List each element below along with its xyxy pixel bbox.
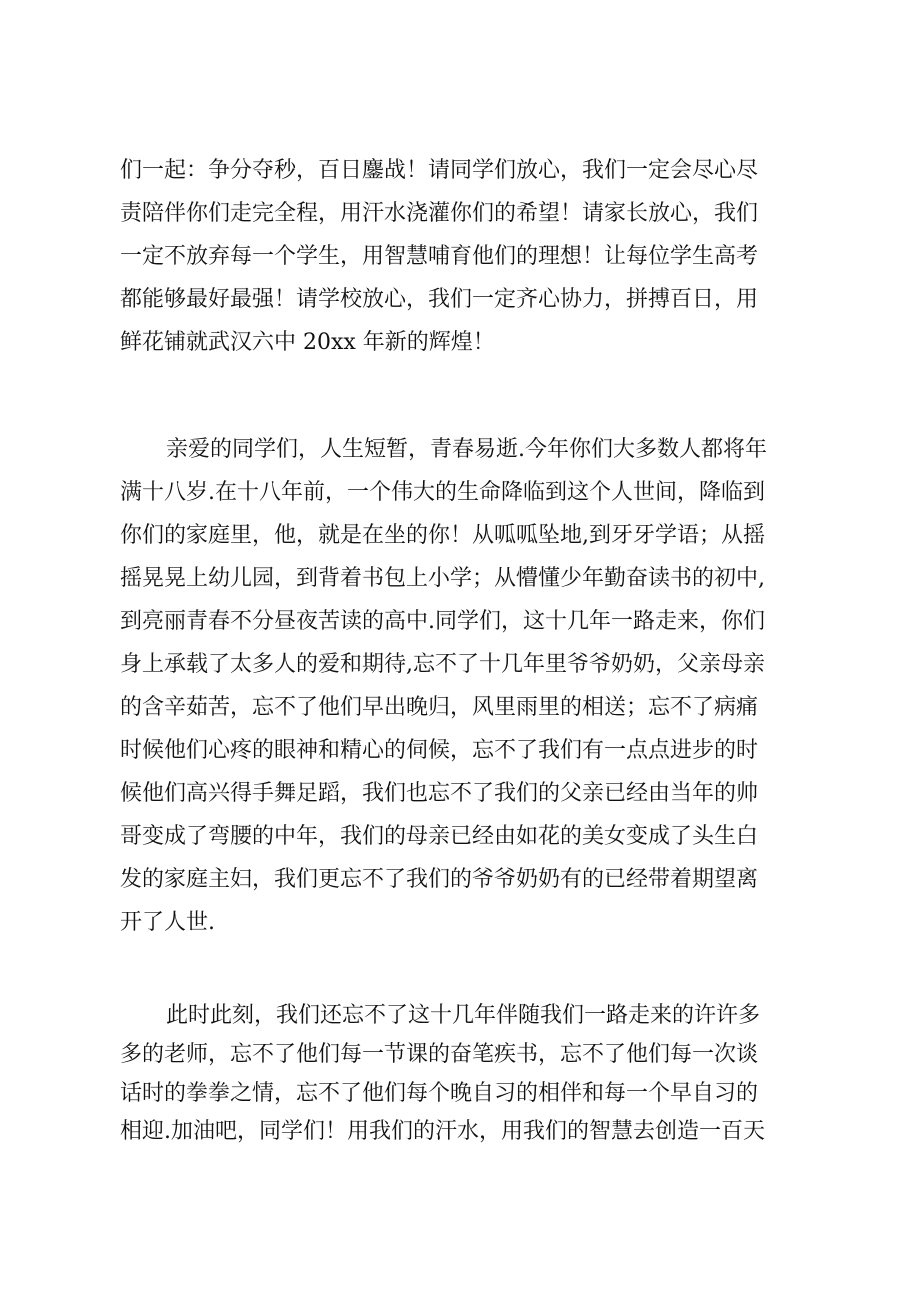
paragraph-2-line-12: 开了人世. [120, 910, 215, 935]
paragraph-2-line-7: 的含辛茹苦，忘不了他们早出晚归，风里雨里的相送；忘不了病痛 [120, 695, 759, 720]
paragraph-2-line-5: 到亮丽青春不分昼夜苦读的高中.同学们，这十几年一路走来，你们 [120, 609, 765, 634]
paragraph-2-line-1: 亲爱的同学们，人生短暂，青春易逝.今年你们大多数人都将年 [166, 437, 767, 462]
paragraph-3-line-2: 多的老师，忘不了他们每一节课的奋笔疾书，忘不了他们每一次谈 [120, 1042, 759, 1067]
paragraph-1-line-1: 们一起：争分夺秒，百日鏖战！请同学们放心，我们一定会尽心尽 [120, 158, 759, 183]
paragraph-2-line-10: 哥变成了弯腰的中年，我们的母亲已经由如花的美女变成了头生白 [120, 824, 759, 849]
paragraph-1-line-2: 责陪伴你们走完全程，用汗水浇灌你们的希望！请家长放心，我们 [120, 201, 759, 226]
paragraph-1-line-4: 都能够最好最强！请学校放心，我们一定齐心协力，拼搏百日，用 [120, 287, 759, 312]
paragraph-1-line-5: 鲜花铺就武汉六中 20xx 年新的辉煌！ [120, 330, 495, 355]
paragraph-2-line-4: 摇晃晃上幼儿园，到背着书包上小学；从懵懂少年勤奋读书的初中, [120, 566, 765, 591]
paragraph-3-line-4: 相迎.加油吧，同学们！用我们的汗水，用我们的智慧去创造一百天 [120, 1119, 765, 1144]
paragraph-2-line-9: 候他们高兴得手舞足蹈，我们也忘不了我们的父亲已经由当年的帅 [120, 781, 759, 806]
paragraph-2-line-3: 你们的家庭里，他，就是在坐的你！从呱呱坠地,到牙牙学语；从摇 [120, 523, 765, 548]
paragraph-2-line-6: 身上承载了太多人的爱和期待,忘不了十几年里爷爷奶奶，父亲母亲 [120, 652, 765, 677]
paragraph-1-line-3: 一定不放弃每一个学生，用智慧哺育他们的理想！让每位学生高考 [120, 244, 759, 269]
paragraph-2-line-11: 发的家庭主妇，我们更忘不了我们的爷爷奶奶有的已经带着期望离 [120, 867, 759, 892]
paragraph-3-line-1: 此时此刻，我们还忘不了这十几年伴随我们一路走来的许许多 [166, 1003, 761, 1028]
paragraph-3-line-3: 话时的拳拳之情，忘不了他们每个晚自习的相伴和每一个早自习的 [120, 1081, 759, 1106]
paragraph-2-line-2: 满十八岁.在十八年前，一个伟大的生命降临到这个人世间，降临到 [120, 480, 765, 505]
paragraph-2-line-8: 时候他们心疼的眼神和精心的伺候，忘不了我们有一点点进步的时 [120, 738, 759, 763]
